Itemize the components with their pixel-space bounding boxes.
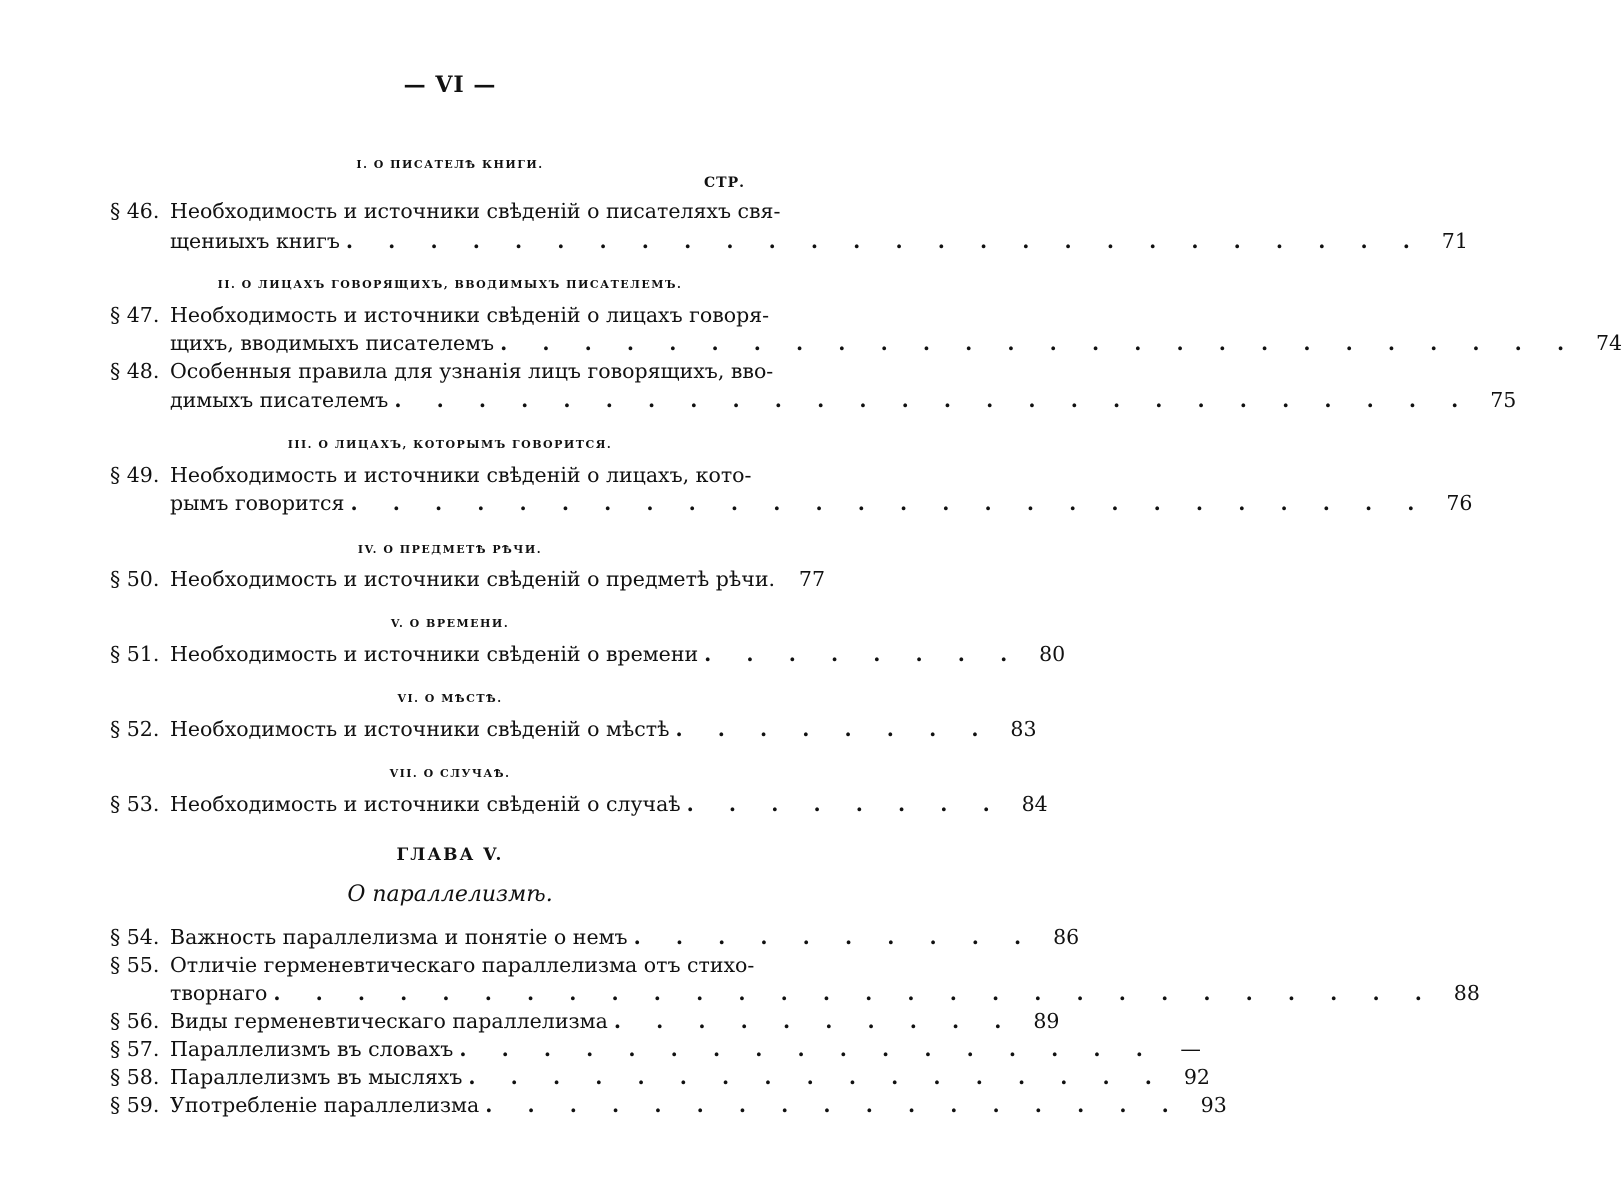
entry-text-line1: Отличіе герменевтическаго параллелизма отъ стихо-	[170, 953, 755, 977]
toc-entry-59	[110, 1088, 1227, 1122]
paragraph-number: § 50.	[110, 567, 160, 591]
dot-leader: . . . . . . . .	[686, 792, 1004, 816]
entry-text: Параллелизмъ въ мысляхъ	[170, 1065, 463, 1089]
paragraph-number: § 57.	[110, 1037, 160, 1061]
dot-leader: . . . . . . . .	[675, 717, 993, 741]
toc-entry-50	[110, 562, 826, 596]
dot-leader: . . . . . . . . . . . . . . . . .	[485, 1093, 1183, 1117]
paragraph-number: § 56.	[110, 1009, 160, 1033]
paragraph-number: § 47.	[110, 303, 160, 327]
page-number: — VI —	[403, 72, 497, 98]
page-ref: 86	[1053, 925, 1080, 949]
section-heading: V. О ВРЕМЕНИ.	[390, 617, 510, 630]
entry-text-line1: Необходимость и источники свѣденій о писателяхъ свя-	[170, 199, 781, 223]
dot-leader: . . . . . . . . . . . . . . . . . . . . . . . . . .	[500, 331, 1579, 355]
page-ref: 88	[1453, 981, 1480, 1005]
section-heading: VI. О МѢСТѢ.	[397, 692, 503, 705]
entry-text-line2: щихъ, вводимыхъ писателемъ	[170, 331, 495, 355]
page-ref: 92	[1183, 1065, 1210, 1089]
paragraph-number: § 49.	[110, 463, 160, 487]
page-ref: 76	[1446, 491, 1473, 515]
paragraph-number: § 54.	[110, 925, 160, 949]
page-ref: 80	[1039, 642, 1066, 666]
page-ref: 84	[1021, 792, 1048, 816]
entry-text: Важность параллелизма и понятіе о немъ	[170, 925, 628, 949]
dot-leader: . . . . . . . . . . . . . . . . . . . . . . . . . .	[345, 229, 1424, 253]
toc-entry-46-cont	[170, 224, 1468, 258]
dot-leader: . . . . . . . . . . . . . . . . . . . . . . . . . .	[394, 388, 1473, 412]
toc-entry-52	[110, 712, 1037, 746]
page-ref: 71	[1441, 229, 1468, 253]
toc-entry-51	[110, 637, 1066, 671]
paragraph-number: § 48.	[110, 359, 160, 383]
page-ref: —	[1180, 1037, 1201, 1061]
toc-entry-49-cont	[170, 486, 1473, 520]
page-ref: 83	[1010, 717, 1037, 741]
entry-text-line2: творнаго	[170, 981, 268, 1005]
section-heading: IV. О ПРЕДМЕТѢ РѢЧИ.	[357, 543, 543, 556]
paragraph-number: § 52.	[110, 717, 160, 741]
paragraph-number: § 46.	[110, 199, 160, 223]
toc-entry-53	[110, 787, 1048, 821]
chapter-label: ГЛАВА V.	[396, 845, 504, 865]
entry-text-line1: Особенныя правила для узнанія лицъ говорящихъ, вво-	[170, 359, 774, 383]
entry-text: Употребленіе параллелизма	[170, 1093, 480, 1117]
section-heading: III. О ЛИЦАХЪ, КОТОРЫМЪ ГОВОРИТСЯ.	[287, 438, 613, 451]
dot-leader: . . . . . . . . . . . . . . . . .	[459, 1037, 1157, 1061]
entry-text-line1: Необходимость и источники свѣденій о лицахъ, кото-	[170, 463, 752, 487]
page-ref: 77	[798, 567, 826, 591]
dot-leader: . . . . . . . . . .	[633, 925, 1036, 949]
dot-leader: . . . . . . . . . .	[613, 1009, 1016, 1033]
chapter-title: О параллелизмѣ.	[347, 882, 553, 907]
paragraph-number: § 53.	[110, 792, 160, 816]
entry-text: Необходимость и источники свѣденій о предметѣ рѣчи.	[170, 567, 776, 591]
paragraph-number: § 55.	[110, 953, 160, 977]
entry-text-line2: щениыхъ книгъ	[170, 229, 340, 253]
page-ref: 89	[1033, 1009, 1060, 1033]
paragraph-number: § 58.	[110, 1065, 160, 1089]
page-ref: 75	[1490, 388, 1517, 412]
dot-leader: . . . . . . . . . . . . . . . . . . . . . . . . . . . .	[273, 981, 1436, 1005]
entry-text: Параллелизмъ въ словахъ	[170, 1037, 454, 1061]
entry-text: Виды герменевтическаго параллелизма	[170, 1009, 608, 1033]
dot-leader: . . . . . . . . . . . . . . . . . . . . . . . . . .	[350, 491, 1429, 515]
toc-entry-46	[110, 194, 781, 228]
entry-text-line2: рымъ говорится	[170, 491, 345, 515]
paragraph-number: § 51.	[110, 642, 160, 666]
paragraph-number: § 59.	[110, 1093, 160, 1117]
entry-text-line1: Необходимость и источники свѣденій о лицахъ говоря-	[170, 303, 770, 327]
toc-entry-48-cont	[170, 383, 1517, 417]
section-heading: I. О ПИСАТЕЛѢ КНИГИ.	[356, 158, 544, 171]
page-ref: 93	[1200, 1093, 1227, 1117]
entry-text-line2: димыхъ писателемъ	[170, 388, 389, 412]
page-ref: 74	[1596, 331, 1622, 355]
section-heading: VII. О СЛУЧАѢ.	[389, 767, 511, 780]
page-column-label: СТР.	[704, 175, 745, 191]
entry-text: Необходимость и источники свѣденій о мѣстѣ	[170, 717, 670, 741]
dot-leader: . . . . . . . .	[704, 642, 1022, 666]
dot-leader: . . . . . . . . . . . . . . . . .	[468, 1065, 1166, 1089]
entry-text: Необходимость и источники свѣденій о времени	[170, 642, 699, 666]
section-heading: II. О ЛИЦАХЪ ГОВОРЯЩИХЪ, ВВОДИМЫХЪ ПИСАТЕЛЕМЪ.	[217, 278, 683, 291]
entry-text: Необходимость и источники свѣденій о случаѣ	[170, 792, 681, 816]
